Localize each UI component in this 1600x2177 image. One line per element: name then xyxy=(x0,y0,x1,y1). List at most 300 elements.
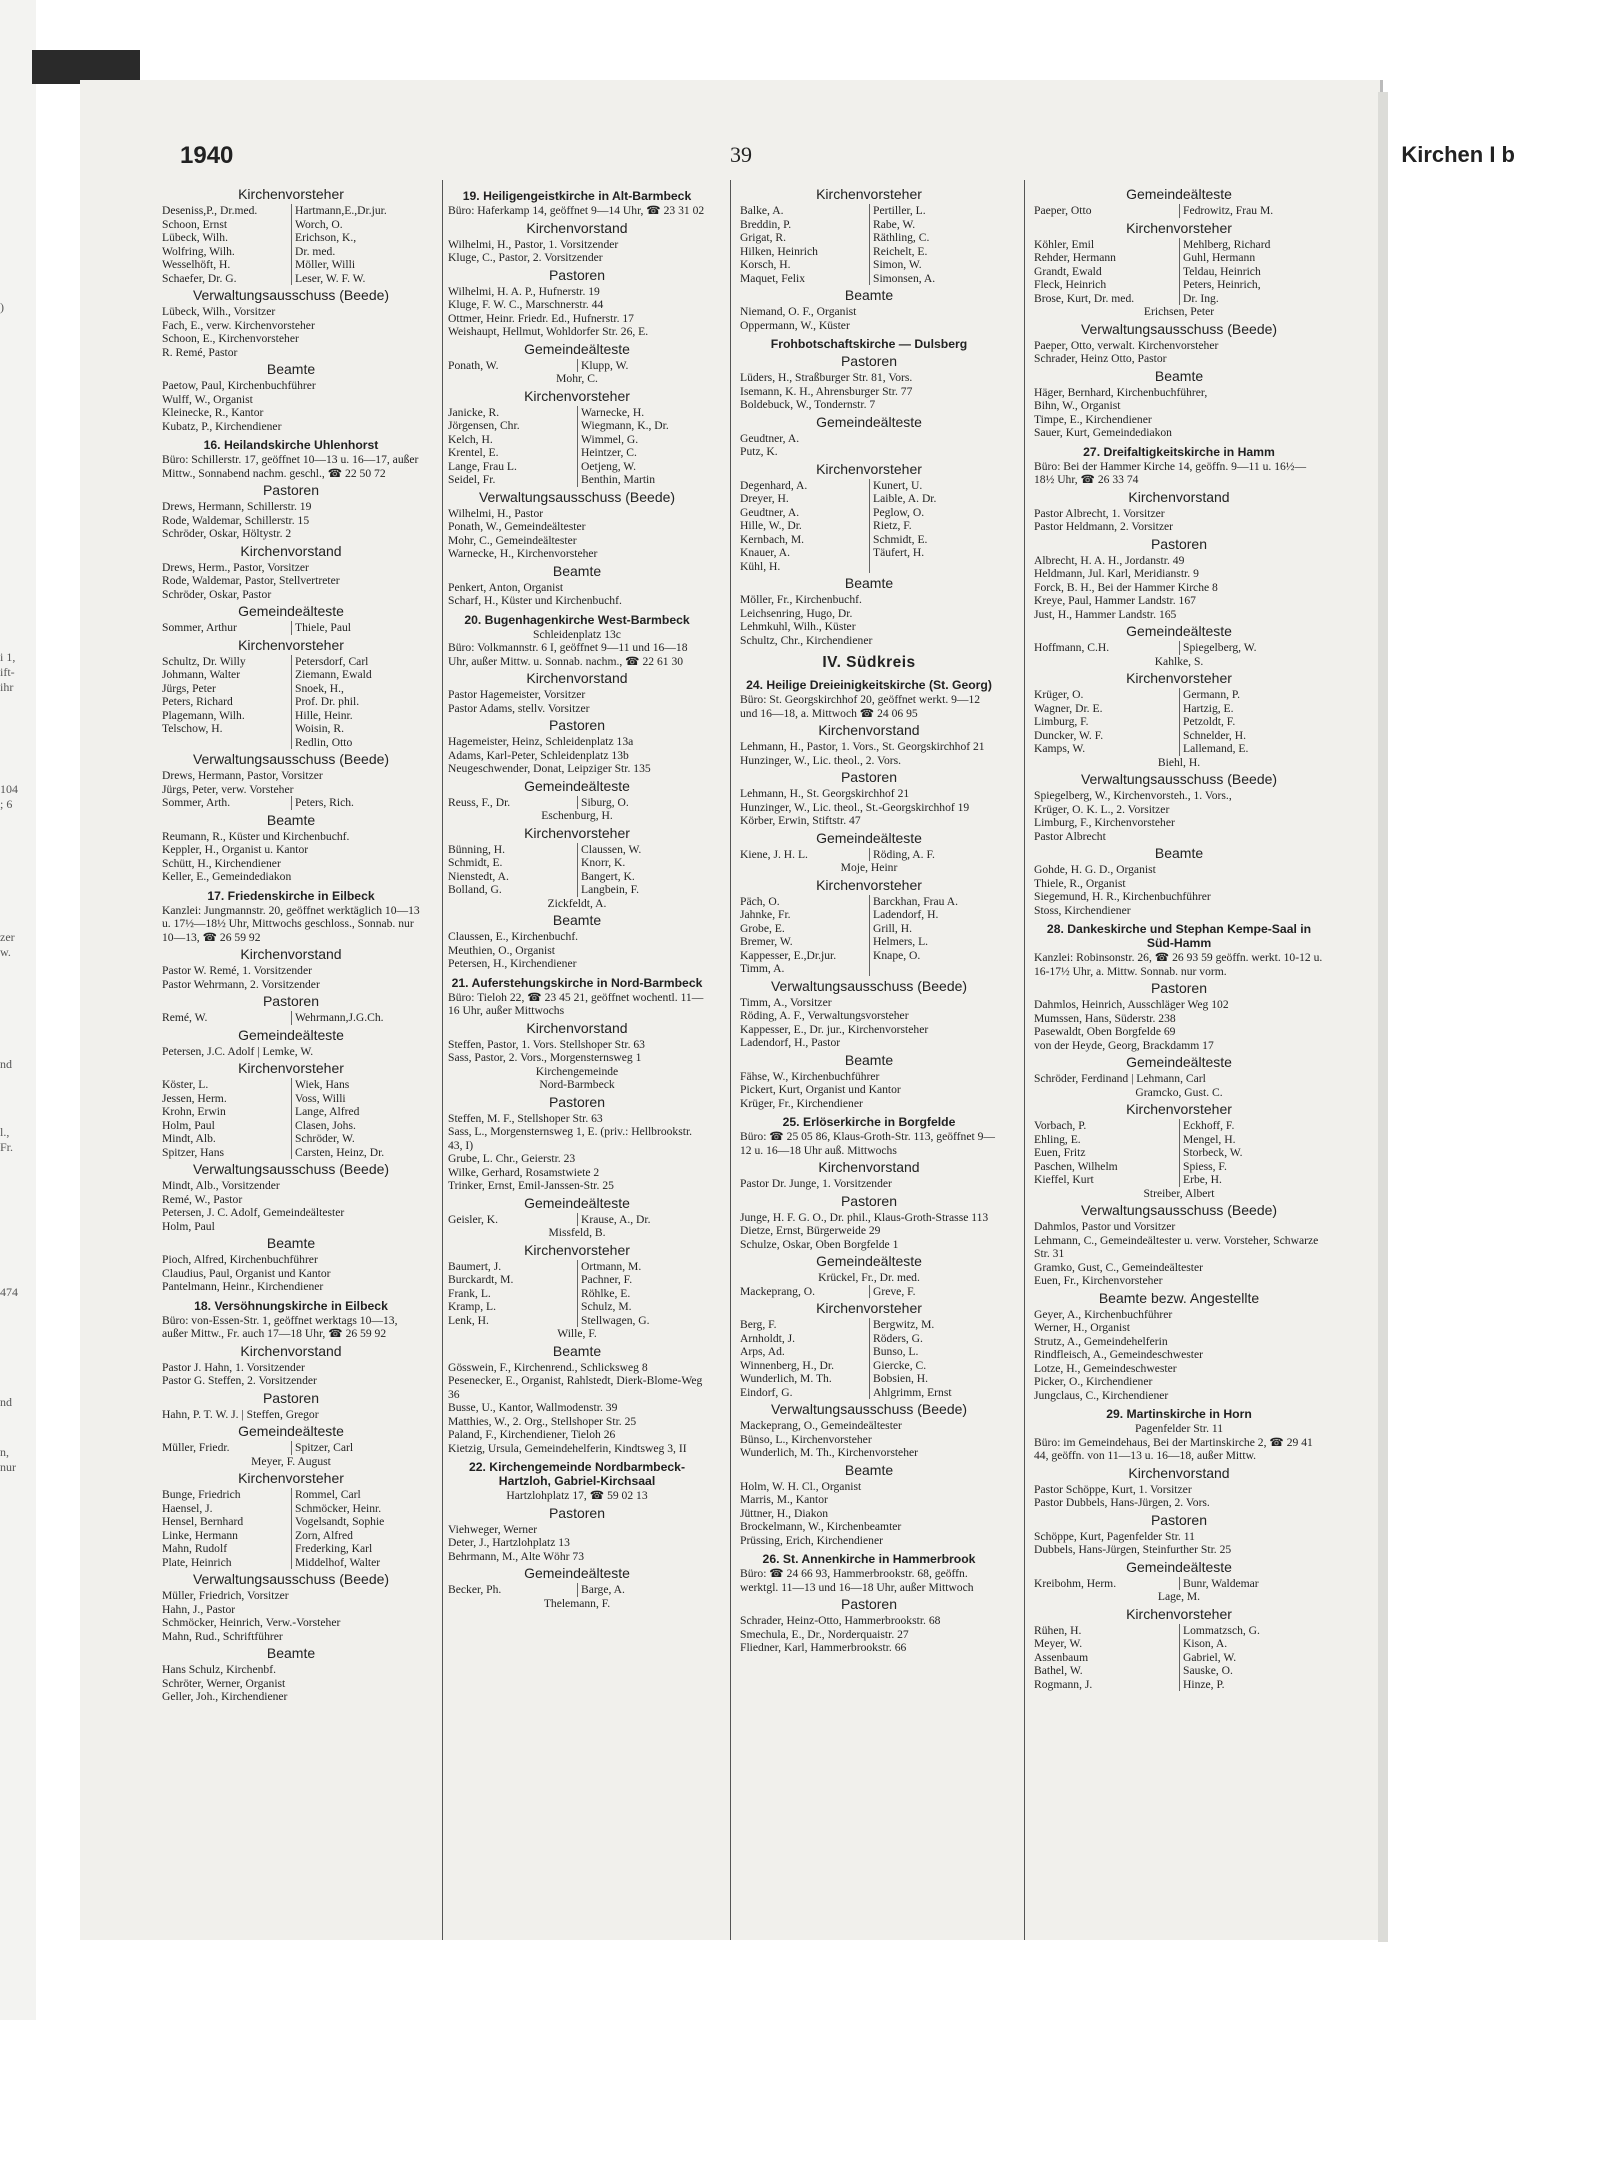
name-pair xyxy=(1034,204,1324,218)
name-left: Johmann, Walter xyxy=(162,668,241,681)
entry-line: Pastor W. Remé, 1. Vorsitzender xyxy=(162,964,312,977)
entry-line: Grube, L. Chr., Geierstr. 23 xyxy=(448,1152,576,1165)
entry-line: Heldmann, Jul. Karl, Meridianstr. 9 xyxy=(1034,567,1199,580)
entry-line: Mahn, Rud., Schriftführer xyxy=(162,1629,283,1643)
name-pair xyxy=(162,1556,420,1570)
section-title: Kirchen I b xyxy=(1401,142,1515,167)
entry-line: Siegemund, H. R., Kirchenbuchführer xyxy=(1034,890,1211,903)
entry-line: Möller, Fr., Kirchenbuchf. xyxy=(740,593,862,606)
entry-line: Pastor Albrecht xyxy=(1034,829,1106,843)
entry-line: Schröder, Oskar, Pastor xyxy=(162,587,272,601)
name-right: Petersdorf, Carl xyxy=(291,655,420,669)
name-right: Spiegelberg, W. xyxy=(1179,641,1324,655)
name-right: Storbeck, W. xyxy=(1179,1146,1324,1160)
name-pair xyxy=(740,245,998,259)
name-left: Krentel, E. xyxy=(448,446,499,459)
name-left: Spitzer, Hans xyxy=(162,1145,224,1159)
name-right: Gabriel, W. xyxy=(1179,1651,1324,1665)
name-pair xyxy=(448,473,706,487)
entry-line: Reumann, R., Küster und Kirchenbuchf. xyxy=(162,829,350,843)
entry-line: Kleinecke, R., Kantor xyxy=(162,406,264,419)
name-pair xyxy=(162,1078,420,1092)
name-right: Siburg, O. xyxy=(577,796,706,810)
entry-line: Weishaupt, Hellmut, Wohldorfer Str. 26, E. xyxy=(448,325,649,338)
section-heading: Verwaltungsausschuss (Beede) xyxy=(192,287,390,303)
name-pair xyxy=(162,668,420,682)
entry-line: Gohde, H. G. D., Organist xyxy=(1034,863,1156,876)
name-pair xyxy=(162,1105,420,1119)
name-right: Hartzig, E. xyxy=(1179,702,1324,716)
name-right: Räthling, C. xyxy=(869,231,998,245)
section-heading: Kirchenvorstand xyxy=(240,1342,342,1359)
name-pair xyxy=(1034,1624,1324,1638)
entry-line: Spiegelberg, W., Kirchenvorsteh., 1. Vors., xyxy=(1034,789,1232,802)
name-left: Hilken, Heinrich xyxy=(740,244,818,258)
name-right: Kison, A. xyxy=(1179,1637,1324,1651)
name-pair xyxy=(740,231,998,245)
name-pair xyxy=(448,460,706,474)
entry-line: Timm, A., Vorsitzer xyxy=(740,995,832,1009)
name-right: Woisin, R. xyxy=(291,722,420,736)
name-left: Arnholdt, J. xyxy=(740,1331,796,1345)
name-left: Mindt, Alb. xyxy=(162,1132,216,1145)
margin-fragment: zer xyxy=(0,930,15,944)
name-right: Schnelder, H. xyxy=(1179,729,1324,743)
church-heading: 19. Heiligengeistkirche in Alt-Barmbeck xyxy=(462,189,692,203)
section-heading: Verwaltungsausschuss (Beede) xyxy=(192,1571,390,1587)
name-right: Laible, A. Dr. xyxy=(869,492,998,506)
church-heading: 26. St. Annenkirche in Hammerbrook xyxy=(762,1552,976,1566)
entry-line: Biehl, H. xyxy=(1157,755,1201,769)
entry-line: Geller, Joh., Kirchendiener xyxy=(162,1690,288,1703)
name-left xyxy=(162,736,291,750)
name-pair xyxy=(1034,742,1324,756)
section-heading: Gemeindeälteste xyxy=(816,829,922,846)
entry-line: Pastor J. Hahn, 1. Vorsitzender xyxy=(162,1360,305,1374)
entry-line: Petersen, J. C. Adolf, Gemeindeältester xyxy=(162,1206,345,1219)
name-right: Bangert, K. xyxy=(577,870,706,884)
entry-line: Erichsen, Peter xyxy=(1143,305,1215,318)
section-heading: Kirchenvorstand xyxy=(818,1159,920,1175)
entry-line: Lehmann, C., Gemeindeältester u. verw. Vorsteher, Schwarze Str. 31 xyxy=(1034,1233,1319,1260)
entry-line: Büro: im Gemeindehaus, Bei der Martinskirche 2, ☎ 29 41 44, geöffn. von 11—13 u. 16—18, außer Mittw. xyxy=(1034,1435,1313,1462)
name-pair xyxy=(162,1441,420,1455)
entry-line: Rindfleisch, A., Gemeindeschwester xyxy=(1034,1348,1204,1361)
entry-line: Büro: Tieloh 22, ☎ 23 45 21, geöffnet wochentl. 11—16 Uhr, außer Mittwochs xyxy=(448,990,704,1017)
entry-line: Ponath, W., Gemeindeältester xyxy=(448,520,586,533)
name-left: Eindorf, G. xyxy=(740,1385,793,1399)
name-pair xyxy=(162,655,420,669)
entry-line: Hunzinger, W., Lic. theol., St.-Georgskirchhof 19 xyxy=(740,800,970,814)
entry-line: Forck, B. H., Bei der Hammer Kirche 8 xyxy=(1034,580,1218,594)
section-heading: Gemeindeälteste xyxy=(1126,186,1232,202)
entry-line: Meuthien, O., Organist xyxy=(448,943,556,957)
entry-line: Prüssing, Erich, Kirchendiener xyxy=(740,1533,883,1547)
name-left: Hoffmann, C.H. xyxy=(1034,641,1110,654)
section-heading: Kirchenvorsteher xyxy=(1126,1101,1232,1117)
entry-line: Behrmann, M., Alte Wöhr 73 xyxy=(448,1549,584,1563)
name-left: Krohn, Erwin xyxy=(162,1105,226,1118)
name-pair xyxy=(162,796,420,810)
name-right: Oetjeng, W. xyxy=(577,460,706,474)
name-left: Ponath, W. xyxy=(448,358,499,372)
entry-line: Jüttner, H., Diakon xyxy=(740,1506,829,1520)
name-left: Grandt, Ewald xyxy=(1034,264,1102,278)
entry-line: Wilke, Gerhard, Rosamstwiete 2 xyxy=(448,1165,600,1179)
name-left: Sommer, Arthur xyxy=(162,621,237,634)
name-left: Janicke, R. xyxy=(448,405,500,419)
name-right: Knorr, K. xyxy=(577,856,706,870)
name-left: Wunderlich, M. Th. xyxy=(740,1372,832,1385)
name-left: Rehder, Hermann xyxy=(1034,251,1116,264)
entry-line: Geudtner, A. xyxy=(740,431,800,445)
entry-line: Deter, J., Hartzlohplatz 13 xyxy=(448,1536,570,1549)
name-pair xyxy=(1034,1173,1324,1187)
name-left: Geudtner, A. xyxy=(740,505,800,519)
page-header xyxy=(170,142,1515,172)
name-pair xyxy=(1034,1146,1324,1160)
name-pair xyxy=(1034,702,1324,716)
name-left: Becker, Ph. xyxy=(448,1583,502,1596)
section-heading: Kirchenvorstand xyxy=(818,722,920,738)
name-left: Linke, Hermann xyxy=(162,1528,238,1542)
name-pair xyxy=(740,1372,998,1386)
entry-line: Euen, Fr., Kirchenvorsteher xyxy=(1034,1274,1163,1287)
name-right: Stellwagen, G. xyxy=(577,1314,706,1328)
section-heading: Gemeindeälteste xyxy=(238,603,344,619)
name-right: Carsten, Heinz, Dr. xyxy=(291,1146,420,1160)
name-right: Hille, Heinr. xyxy=(291,709,420,723)
entry-line: Büro: ☎ 24 66 93, Hammerbrookstr. 68, geöffn. werktgl. 11—13 und 16—18 Uhr, außer Mittwoch xyxy=(740,1567,974,1594)
name-left: Jürgs, Peter xyxy=(162,681,216,695)
name-pair xyxy=(1034,251,1324,265)
name-left: Dreyer, H. xyxy=(740,492,789,505)
section-heading: Verwaltungsausschuss (Beede) xyxy=(1080,1202,1278,1218)
section-heading: Pastoren xyxy=(548,717,606,733)
name-left: Peters, Richard xyxy=(162,695,233,708)
district-heading: IV. Südkreis xyxy=(822,654,916,671)
entry-line: Kirchengemeinde xyxy=(535,1064,619,1078)
name-right: Schulz, M. xyxy=(577,1300,706,1314)
entry-line: Matthies, W., 2. Org., Stellshoper Str. 25 xyxy=(448,1414,637,1428)
name-right xyxy=(869,560,998,574)
entry-line: Keppler, H., Organist u. Kantor xyxy=(162,843,309,856)
entry-line: Niemand, O. F., Organist xyxy=(740,305,857,318)
section-heading: Kirchenvorstand xyxy=(526,1019,628,1036)
entry-line: Lage, M. xyxy=(1157,1590,1201,1603)
name-pair xyxy=(162,1542,420,1556)
name-left: Jörgensen, Chr. xyxy=(448,419,520,432)
entry-line: Remé, W., Pastor xyxy=(162,1192,243,1206)
name-pair xyxy=(448,1583,706,1597)
name-pair xyxy=(162,231,420,245)
name-right: Vogelsandt, Sophie xyxy=(291,1515,420,1529)
margin-fragment: i 1, xyxy=(0,650,16,664)
name-pair xyxy=(740,546,998,560)
section-heading: Kirchenvorsteher xyxy=(238,1470,344,1486)
entry-line: Krüger, Fr., Kirchendiener xyxy=(740,1096,863,1110)
name-pair xyxy=(162,1132,420,1146)
name-right: Lange, Alfred xyxy=(291,1105,420,1119)
entry-line: Lübeck, Wilh., Vorsitzer xyxy=(162,305,276,318)
section-heading: Kirchenvorsteher xyxy=(524,824,630,841)
name-right: Röhlke, E. xyxy=(577,1287,706,1301)
name-pair xyxy=(740,272,998,286)
column-4 xyxy=(1034,184,1324,1691)
name-right: Voss, Willi xyxy=(291,1092,420,1106)
name-right: Ortmann, M. xyxy=(577,1260,706,1274)
margin-fragment: ihr xyxy=(0,680,14,694)
entry-line: Mohr, C. xyxy=(556,372,598,385)
name-right: Langbein, F. xyxy=(577,883,706,897)
name-right: Schmidt, E. xyxy=(869,533,998,547)
entry-line: Mumssen, Hans, Süderstr. 238 xyxy=(1034,1011,1176,1025)
name-left: Hensel, Bernhard xyxy=(162,1515,244,1528)
margin-fragment: 104 xyxy=(0,782,18,796)
name-pair xyxy=(448,446,706,460)
entry-line: Moje, Heinr xyxy=(840,861,898,874)
entry-line: Jürgs, Peter, verw. Vorsteher xyxy=(162,782,294,796)
name-right: Wiek, Hans xyxy=(291,1078,420,1092)
entry-line: Kahlke, S. xyxy=(1154,654,1204,668)
name-pair xyxy=(162,695,420,709)
name-pair xyxy=(740,895,998,909)
section-heading: Verwaltungsausschuss (Beede) xyxy=(770,1401,968,1417)
name-pair xyxy=(1034,688,1324,702)
name-right: Lallemand, E. xyxy=(1179,742,1324,756)
name-right: Peters, Rich. xyxy=(291,796,420,810)
entry-line: Scharf, H., Küster und Kirchenbuchf. xyxy=(448,594,622,607)
name-right: Zorn, Alfred xyxy=(291,1529,420,1543)
name-pair xyxy=(740,935,998,949)
section-heading: Kirchenvorsteher xyxy=(1126,219,1232,236)
name-left: Paschen, Wilhelm xyxy=(1034,1159,1118,1173)
name-pair xyxy=(740,848,998,862)
name-right: Spitzer, Carl xyxy=(291,1441,420,1455)
section-heading: Gemeindeälteste xyxy=(238,1423,344,1439)
entry-line: Wunderlich, M. Th., Kirchenvorsteher xyxy=(740,1446,919,1459)
name-right: Bobsien, H. xyxy=(869,1372,998,1386)
name-right: Lommatzsch, G. xyxy=(1179,1624,1324,1638)
section-heading: Beamte xyxy=(552,1342,602,1359)
margin-fragment: ) xyxy=(0,300,4,314)
entry-line: Steffen, M. F., Stellshoper Str. 63 xyxy=(448,1111,603,1125)
entry-line: Viehweger, Werner xyxy=(448,1522,538,1536)
entry-line: Pastor Dubbels, Hans-Jürgen, 2. Vors. xyxy=(1034,1496,1210,1509)
name-pair xyxy=(740,258,998,272)
name-right: Wiegmann, K., Dr. xyxy=(577,419,706,433)
entry-line: Häger, Bernhard, Kirchenbuchführer, xyxy=(1034,385,1208,399)
entry-line: Ladendorf, H., Pastor xyxy=(740,1036,841,1049)
name-right: Peters, Heinrich, xyxy=(1179,278,1324,292)
name-left: Wolfring, Wilh. xyxy=(162,244,235,258)
name-left: Bathel, W. xyxy=(1034,1664,1083,1677)
section-heading: Kirchenvorstand xyxy=(526,670,628,686)
entry-line: Krüger, O. K. L., 2. Vorsitzer xyxy=(1034,802,1170,816)
name-left: Korsch, H. xyxy=(740,258,791,271)
entry-line: Drews, Hermann, Schillerstr. 19 xyxy=(162,500,312,513)
section-heading: Beamte bezw. Angestellte xyxy=(1098,1289,1260,1306)
section-heading: Verwaltungsausschuss (Beede) xyxy=(1080,771,1278,787)
name-left: Ehling, E. xyxy=(1034,1132,1081,1146)
name-pair xyxy=(740,1359,998,1373)
entry-line: Mackeprang, O., Gemeindeältester xyxy=(740,1419,902,1432)
name-left: Kernbach, M. xyxy=(740,532,805,546)
name-left: Schmidt, E. xyxy=(448,856,503,869)
name-right: Peglow, O. xyxy=(869,506,998,520)
name-right: Rabe, W. xyxy=(869,218,998,232)
section-heading: Beamte xyxy=(1154,845,1204,861)
name-pair xyxy=(740,1318,998,1332)
entry-line: Hartzlohplatz 17, ☎ 59 02 13 xyxy=(506,1489,648,1502)
name-right: Spiess, F. xyxy=(1179,1160,1324,1174)
entry-line: Büro: Bei der Hammer Kirche 14, geöffn. 9—11 u. 16½—18½ Uhr, ☎ 26 33 74 xyxy=(1034,459,1307,486)
entry-line: Sass, Pastor, 2. Vors., Morgensternsweg 1 xyxy=(448,1051,642,1064)
name-pair xyxy=(1034,1651,1324,1665)
name-left: Jessen, Herm. xyxy=(162,1091,227,1105)
entry-line: Büro: Volkmannstr. 6 I, geöffnet 9—11 und 16—18 Uhr, außer Mittw. u. Sonnab. nachm., ☎ 22 61 30 xyxy=(448,641,688,668)
entry-line: Petersen, J.C. Adolf | Lemke, W. xyxy=(162,1044,314,1058)
entry-line: Neugeschwender, Donat, Leipziger Str. 135 xyxy=(448,762,651,775)
name-left: Vorbach, P. xyxy=(1034,1119,1087,1132)
name-pair xyxy=(448,796,706,810)
entry-line: Büro: Schillerstr. 17, geöffnet 10—13 u. 16—17, außer Mittw., Sonnabend nachm. geschl., ☎ 22 50 72 xyxy=(162,453,419,480)
entry-line: Picker, O., Kirchendiener xyxy=(1034,1375,1153,1388)
name-pair xyxy=(448,843,706,857)
name-left: Kramp, L. xyxy=(448,1300,496,1313)
entry-line: Pasewaldt, Oben Borgfelde 69 xyxy=(1034,1025,1176,1038)
name-pair xyxy=(448,1260,706,1274)
section-heading: Pastoren xyxy=(262,993,320,1009)
entry-line: Büro: St. Georgskirchhof 20, geöffnet werkt. 9—12 und 16—18, a. Mittwoch ☎ 24 06 95 xyxy=(740,693,981,720)
name-right: Röding, A. F. xyxy=(869,848,998,862)
name-pair xyxy=(740,506,998,520)
entry-line: Dietze, Ernst, Bürgerweide 29 xyxy=(740,1224,881,1237)
header-year: 1940 xyxy=(180,142,234,169)
entry-line: Mindt, Alb., Vorsitzender xyxy=(162,1179,280,1192)
entry-line: Pastor Hagemeister, Vorsitzer xyxy=(448,688,586,701)
name-right: Ladendorf, H. xyxy=(869,908,998,922)
name-pair xyxy=(1034,292,1324,306)
entry-line: Krückel, Fr., Dr. med. xyxy=(818,1271,920,1284)
name-right: Klupp, W. xyxy=(577,359,706,373)
entry-line: Claussen, E., Kirchenbuchf. xyxy=(448,930,579,943)
section-heading: Pastoren xyxy=(840,769,898,785)
entry-line: Steffen, Pastor, 1. Vors. Stellshoper Str. 63 xyxy=(448,1037,645,1051)
name-right: Giercke, C. xyxy=(869,1359,998,1373)
name-left: Nienstedt, A. xyxy=(448,869,509,883)
section-heading: Gemeindeälteste xyxy=(524,1565,630,1581)
entry-line: Kanzlei: Robinsonstr. 26, ☎ 26 93 59 geöffn. werkt. 10-12 u. 16-17½ Uhr, a. Mittw. Sonnab. nur vorm. xyxy=(1034,951,1323,978)
name-left: Bunge, Friedrich xyxy=(162,1488,241,1501)
church-heading: Frohbotschaftskirche — Dulsberg xyxy=(770,337,968,351)
name-right: Benthin, Martin xyxy=(577,473,706,487)
name-right: Thiele, Paul xyxy=(291,621,420,635)
name-left: Winnenberg, H., Dr. xyxy=(740,1358,834,1372)
entry-line: Paetow, Paul, Kirchenbuchführer xyxy=(162,379,316,392)
name-pair xyxy=(162,1502,420,1516)
name-left: Bolland, G. xyxy=(448,883,502,896)
name-pair xyxy=(740,1345,998,1359)
section-heading: Gemeindeälteste xyxy=(524,1194,630,1211)
name-right: Ahlgrimm, Ernst xyxy=(869,1386,998,1400)
name-right: Redlin, Otto xyxy=(291,736,420,750)
name-pair xyxy=(1034,265,1324,279)
church-heading: 29. Martinskirche in Horn xyxy=(1106,1407,1252,1421)
entry-line: Büro: von-Essen-Str. 1, geöffnet werktags 10—13, außer Mittw., Fr. auch 17—18 Uhr, ☎ 26 59 92 xyxy=(162,1313,398,1340)
name-left: Müller, Friedr. xyxy=(162,1441,230,1454)
margin-fragment: nd xyxy=(0,1395,12,1409)
name-left: Baumert, J. xyxy=(448,1259,502,1273)
margin-fragment: nd xyxy=(0,1057,12,1071)
name-right: Grill, H. xyxy=(869,922,998,936)
section-heading: Verwaltungsausschuss (Beede) xyxy=(770,977,968,994)
entry-line: Pickert, Kurt, Organist und Kantor xyxy=(740,1083,901,1096)
entry-line: Boldebuck, W., Tondernstr. 7 xyxy=(740,398,876,411)
name-pair xyxy=(1034,1678,1324,1692)
name-left: Seidel, Fr. xyxy=(448,473,496,486)
name-left: Rogmann, J. xyxy=(1034,1677,1093,1691)
name-left: Holm, Paul xyxy=(162,1118,215,1132)
section-heading: Pastoren xyxy=(548,1093,606,1110)
name-pair xyxy=(740,962,998,976)
entry-line: Wilhelmi, H. A. P., Hufnerstr. 19 xyxy=(448,284,600,298)
name-pair xyxy=(1034,729,1324,743)
section-heading: Verwaltungsausschuss (Beede) xyxy=(478,488,676,505)
entry-line: Stoss, Kirchendiener xyxy=(1034,903,1131,917)
section-heading: Beamte xyxy=(844,287,894,303)
entry-line: Schoon, E., Kirchenvorsteher xyxy=(162,332,299,345)
section-heading: Kirchenvorsteher xyxy=(816,186,922,202)
name-right: Reichelt, E. xyxy=(869,245,998,259)
name-left: Sommer, Arth. xyxy=(162,796,231,809)
name-left: Assenbaum xyxy=(1034,1650,1089,1664)
entry-line: Thiele, R., Organist xyxy=(1034,876,1126,890)
section-heading: Kirchenvorstand xyxy=(240,542,342,559)
name-right: Röders, G. xyxy=(869,1332,998,1346)
entry-line: Büro: ☎ 25 05 86, Klaus-Groth-Str. 113, geöffnet 9—12 u. 16—18 Uhr auß. Mittwochs xyxy=(740,1130,995,1157)
name-pair xyxy=(162,1119,420,1133)
name-left: Kiene, J. H. L. xyxy=(740,847,808,861)
name-left: Maquet, Felix xyxy=(740,271,806,285)
entry-line: Fähse, W., Kirchenbuchführer xyxy=(740,1069,880,1083)
section-heading: Pastoren xyxy=(840,353,898,369)
name-left: Grobe, E. xyxy=(740,921,785,935)
name-left: Plate, Heinrich xyxy=(162,1555,232,1569)
entry-line: von der Heyde, Georg, Brackdamm 17 xyxy=(1034,1038,1214,1052)
margin-fragment: ; 6 xyxy=(0,797,13,811)
entry-line: Schulze, Oskar, Oben Borgfelde 1 xyxy=(740,1237,899,1251)
name-left: Deseniss,P., Dr.med. xyxy=(162,204,258,217)
entry-line: Pastor Adams, stellv. Vorsitzer xyxy=(448,701,590,715)
name-pair xyxy=(448,419,706,433)
name-pair xyxy=(740,204,998,218)
name-pair xyxy=(448,870,706,884)
name-pair xyxy=(448,856,706,870)
name-pair xyxy=(162,272,420,286)
name-right: Teldau, Heinrich xyxy=(1179,265,1324,279)
name-pair xyxy=(1034,278,1324,292)
section-heading: Pastoren xyxy=(840,1192,898,1209)
entry-line: Penkert, Anton, Organist xyxy=(448,580,564,594)
section-heading: Beamte xyxy=(266,1235,316,1251)
name-right: Schröder, W. xyxy=(291,1132,420,1146)
name-pair xyxy=(740,1285,998,1299)
name-pair xyxy=(740,949,998,963)
entry-line: Marris, M., Kantor xyxy=(740,1493,828,1506)
name-pair xyxy=(448,359,706,373)
section-heading: Gemeindeälteste xyxy=(524,340,630,357)
